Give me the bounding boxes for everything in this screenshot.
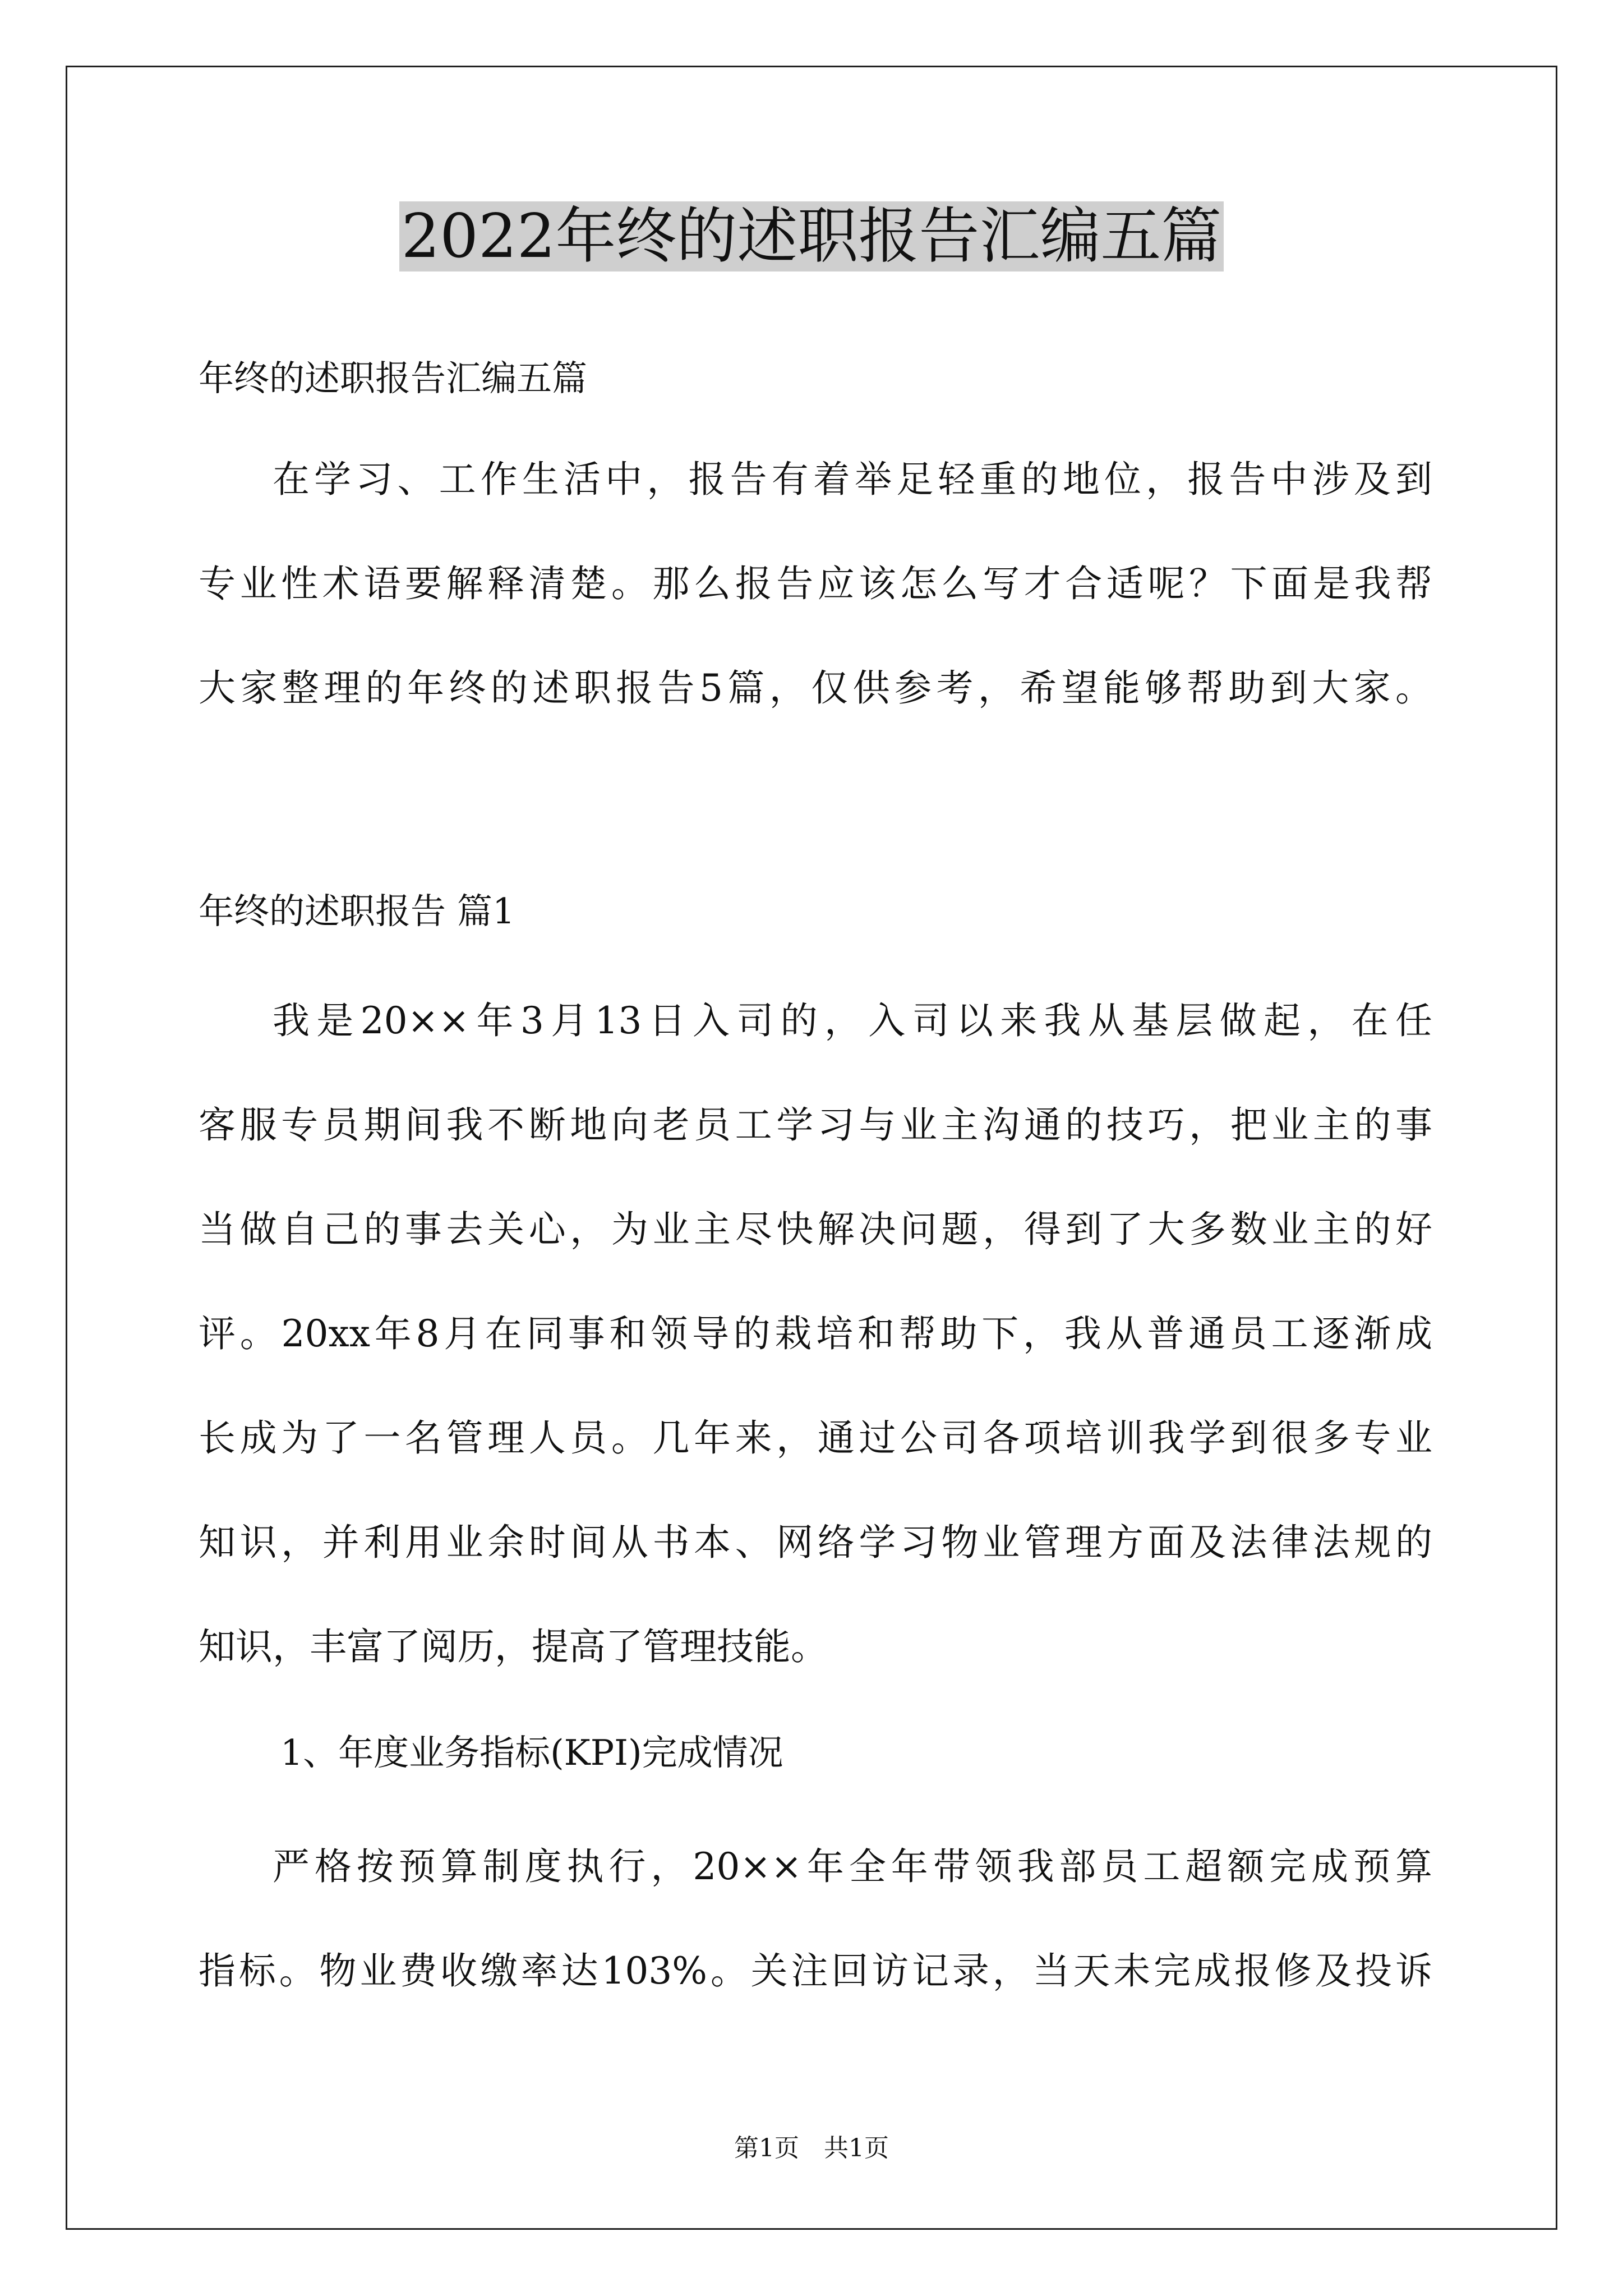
document-subtitle: 年终的述职报告汇编五篇 — [199, 358, 587, 399]
kpi-line-2: 指标。物业费收缴率达103%。关注回访记录，当天未完成报修及投诉 — [199, 1949, 1432, 1993]
intro-line-2: 专业性术语要解释清楚。那么报告应该怎么写才合适呢？下面是我帮 — [199, 562, 1432, 605]
document-title-text: 2022年终的述职报告汇编五篇 — [399, 201, 1224, 272]
section-1-paragraph — [199, 993, 1432, 1723]
section-1-line-1: 我是20××年3月13日入司的，入司以来我从基层做起，在任 — [273, 999, 1432, 1042]
section-1-heading: 年终的述职报告 篇1 — [199, 891, 515, 932]
intro-paragraph — [199, 452, 1432, 765]
section-1-line-4: 评。20xx年8月在同事和领导的栽培和帮助下，我从普通员工逐渐成 — [199, 1312, 1432, 1355]
section-1-line-6: 知识，并利用业余时间从书本、网络学习物业管理方面及法律法规的 — [199, 1521, 1432, 1564]
page-footer: 第1页 共1页 — [734, 2134, 889, 2162]
section-1-line-3: 当做自己的事去关心，为业主尽快解决问题，得到了大多数业主的好 — [199, 1208, 1432, 1251]
kpi-list-item: 1、年度业务指标(KPI)完成情况 — [280, 1732, 783, 1773]
document-title — [0, 197, 1623, 276]
intro-line-3: 大家整理的年终的述职报告5篇，仅供参考，希望能够帮助到大家。 — [199, 666, 1432, 710]
section-1-line-5: 长成为了一名管理人员。几年来，通过公司各项培训我学到很多专业 — [199, 1416, 1432, 1460]
kpi-line-1: 严格按预算制度执行，20××年全年带领我部员工超额完成预算 — [273, 1845, 1432, 1888]
intro-line-1: 在学习、工作生活中，报告有着举足轻重的地位，报告中涉及到 — [273, 458, 1432, 501]
section-1-line-7: 知识，丰富了阅历，提高了管理技能。 — [199, 1625, 828, 1668]
section-1-line-2: 客服专员期间我不断地向老员工学习与业主沟通的技巧，把业主的事 — [199, 1103, 1432, 1147]
kpi-paragraph — [199, 1839, 1432, 2047]
